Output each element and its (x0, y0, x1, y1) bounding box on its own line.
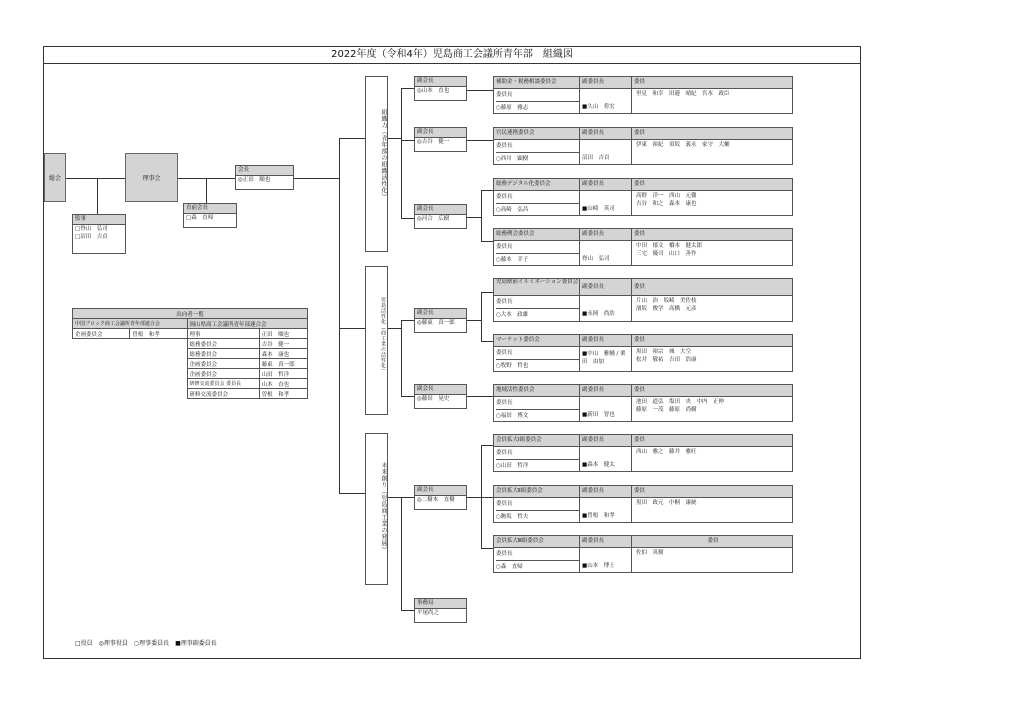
committee-name: マーケット委員会 (494, 335, 580, 347)
dispatch-role: 企画委員会 (187, 359, 259, 369)
vice-president-name: ◎吉谷 健一 (417, 139, 450, 145)
committee-vice-chair: ■山崎 英司 (580, 191, 632, 216)
committee-name: 地域活性委員会 (494, 385, 580, 397)
vice-president-box (414, 127, 467, 152)
page-title: 2022年度（令和4年）児島商工会議所青年部 組織図 (43, 46, 861, 64)
dispatch-role: 研修交流委員会 (187, 389, 259, 399)
vice-chair-header: 副委員長 (580, 435, 632, 447)
division-label: 未来創り（児島商工業の発展） (380, 462, 387, 553)
vice-chair-header: 副委員長 (580, 128, 632, 140)
past-president-box (183, 203, 237, 228)
connector (467, 396, 493, 397)
committee-chair: ○牧野 哲也 (496, 363, 529, 369)
vice-president-role: 副会長 (415, 128, 466, 138)
vice-president-box (414, 384, 467, 409)
committee-members: 三宅 優司 山口 善作 (636, 251, 697, 257)
chair-header: 委員長 (496, 347, 579, 360)
committee-box (493, 434, 793, 472)
dispatch-role: 研修交流委員会 委員長 (187, 379, 259, 389)
dispatch-table (72, 308, 308, 399)
committee-chair: ○駒坂 哲夫 (496, 514, 529, 520)
vice-president-name: ◎河合 広樹 (417, 216, 450, 222)
vice-president-name: ◎二樹木 直樹 (417, 497, 455, 503)
chair-header: 委員長 (496, 89, 579, 102)
committee-name: 総務例会委員会 (494, 229, 580, 241)
committee-box (493, 485, 793, 523)
vice-president-name: ◎藤田 晃史 (417, 396, 450, 402)
vice-president-box (414, 308, 467, 333)
committee-vice-chair: ■山本 博士 (580, 548, 632, 573)
dispatch-right-header: 岡山県商工会議所青年部連合会 (187, 319, 308, 329)
committee-chair: ○福田 博文 (496, 413, 529, 419)
vice-president-box (414, 76, 467, 101)
committee-name: 会員拡大Ⅲ組委員会 (494, 536, 580, 548)
connector (388, 328, 402, 329)
connector (401, 320, 414, 321)
members-header: 委員 (632, 179, 792, 191)
vice-president-role: 副会長 (415, 77, 466, 87)
secretariat-label: 事務局 (415, 599, 466, 609)
auditor-role: 監事 (73, 215, 125, 225)
vice-chair-header: 副委員長 (580, 486, 632, 498)
committee-chair: ○西川 顕樹 (496, 156, 529, 162)
connector (401, 396, 414, 397)
committee-vice-chair: ■新田 智也 (580, 397, 632, 422)
members-header: 委員 (632, 77, 792, 89)
dispatch-left-header: 中国ブロック商工会議所青年部連合会 (73, 319, 188, 329)
auditor-box (72, 214, 126, 254)
general-assembly-label: 総会 (48, 175, 61, 182)
past-president-role: 直前会長 (184, 204, 236, 214)
vice-chair-header: 副委員長 (580, 179, 632, 191)
chair-header: 委員長 (496, 498, 579, 511)
connector (339, 138, 340, 493)
connector (401, 320, 402, 396)
dispatch-title: 出向者一覧 (73, 309, 308, 319)
vice-chair-header: 副委員長 (580, 385, 632, 397)
connector (467, 497, 481, 498)
vice-president-name: ◎山本 直也 (417, 88, 450, 94)
division-label: 組織力（青年部の組織活性化） (380, 109, 387, 200)
chair-header: 委員長 (496, 140, 579, 153)
connector (481, 497, 493, 498)
vice-president-role: 副会長 (415, 309, 466, 319)
division-box (365, 76, 388, 252)
connector (401, 140, 414, 141)
committee-vice-chair: ■中山 雅輔 / 栗田 由加 (580, 347, 632, 372)
connector (481, 341, 493, 342)
chair-header: 委員長 (496, 241, 579, 254)
auditor-name: □沼田 吉貞 (75, 234, 108, 240)
chair-header: 委員長 (496, 397, 579, 410)
committee-box (493, 127, 793, 165)
connector (481, 292, 493, 293)
vice-chair-header: 副委員長 (580, 536, 632, 548)
president-box (235, 165, 294, 190)
auditor-name: □脊山 弘司 (75, 226, 108, 232)
committee-members: 黒田 裕宗 城 大空 (636, 349, 692, 355)
committee-vice-chair: 沼田 吉貞 (580, 140, 632, 165)
connector (481, 445, 493, 446)
dispatch-role: 総務委員会 (187, 349, 259, 359)
vice-president-role: 副会長 (415, 385, 466, 395)
committee-members: 黒田 政元 中桐 康統 (636, 500, 697, 506)
committee-name: 総務デジタル化委員会 (494, 179, 580, 191)
committee-box (493, 178, 793, 216)
members-header: 委員 (632, 279, 792, 296)
committee-members: 濱坂 俊学 高橋 元彦 (636, 306, 697, 312)
committee-vice-chair: ■曽根 和孝 (580, 498, 632, 523)
connector (339, 138, 365, 139)
committee-vice-chair: ■永岡 尚浩 (580, 296, 632, 321)
connector (339, 493, 365, 494)
chair-header: 委員長 (496, 296, 579, 309)
dispatch-name: 正田 順也 (259, 329, 307, 339)
vice-president-role: 副会長 (415, 486, 466, 496)
committee-box (493, 334, 793, 372)
division-box (365, 266, 388, 415)
members-header: 委員 (632, 128, 792, 140)
dispatch-name: 吉谷 健一 (259, 339, 307, 349)
committee-chair: ○山田 哲洋 (496, 463, 529, 469)
connector (467, 320, 481, 321)
committee-members: 伊東 裕紀 須坂 義永 家守 大輔 (636, 142, 730, 148)
board-label: 理事会 (142, 175, 161, 182)
committee-box (493, 228, 793, 266)
connector (401, 610, 414, 611)
secretariat-box (414, 598, 467, 623)
members-header: 委員 (632, 335, 792, 347)
committee-members: 吉谷 和之 森本 康也 (636, 201, 697, 207)
committee-chair: ○藤原 雅志 (496, 105, 529, 111)
members-header: 委員 (632, 229, 792, 241)
vice-chair-header: 副委員長 (580, 229, 632, 241)
vice-president-box (414, 204, 467, 229)
committee-box (493, 278, 793, 322)
connector (481, 548, 493, 549)
chair-header: 委員長 (496, 548, 579, 561)
committee-members: 松井 敬祐 吉田 浩康 (636, 357, 697, 363)
president-role: 会長 (236, 166, 293, 176)
connector (206, 178, 207, 203)
dispatch-name: 曽根 和孝 (259, 389, 307, 399)
members-header: 委員 (632, 536, 792, 548)
members-header: 委員 (632, 486, 792, 498)
general-assembly-box (44, 153, 66, 202)
dispatch-name: 藤東 真一郎 (259, 359, 307, 369)
committee-members: 里見 和幸 田邉 晴紀 宮本 政臣 (636, 91, 730, 97)
committee-name: 会員拡大Ⅱ組委員会 (494, 486, 580, 498)
legend: □役員 ◎理事役員 ○理事委員長 ■理事副委員長 (75, 640, 217, 647)
vice-chair-header: 副委員長 (580, 279, 632, 296)
committee-name: 官民連携委員会 (494, 128, 580, 140)
committee-box (493, 384, 793, 422)
chair-header: 委員長 (496, 447, 579, 460)
connector (388, 138, 402, 139)
vice-president-name: ◎藤東 真一郎 (417, 320, 455, 326)
committee-members: 佐伯 英樹 (636, 550, 664, 556)
connector (294, 178, 339, 179)
committee-name: 会員拡大Ⅰ組委員会 (494, 435, 580, 447)
dispatch-name: 山田 哲洋 (259, 369, 307, 379)
vice-chair-header: 副委員長 (580, 77, 632, 89)
connector (467, 140, 493, 141)
president-name: ◎正田 順也 (238, 177, 271, 183)
committee-members: 池田 道弘 塩田 央 中内 正伸 (636, 399, 725, 405)
committee-members: 片山 治 坂崎 美佐枝 (636, 298, 697, 304)
dispatch-role: 理事 (187, 329, 259, 339)
connector (401, 88, 414, 89)
board-box (125, 153, 178, 202)
dispatch-role: 総務委員会 (187, 339, 259, 349)
connector (401, 497, 402, 610)
vice-chair-header: 副委員長 (580, 335, 632, 347)
dispatch-name: 山本 直也 (259, 379, 307, 389)
committee-vice-chair: ■森本 健太 (580, 447, 632, 472)
division-label: 児島活性化（商工業の活性化） (380, 297, 386, 374)
dispatch-name: 曽根 和孝 (130, 329, 187, 339)
secretariat-name: 平尾尚之 (417, 610, 440, 616)
connector (401, 88, 402, 218)
committee-name: 児島駅前イルミネーション委員会 (494, 279, 580, 296)
connector (97, 178, 98, 214)
members-header: 委員 (632, 435, 792, 447)
committee-members: 高野 洋一 西山 元徹 (636, 193, 697, 199)
connector (481, 241, 493, 242)
committee-members: 中田 郁文 橋本 健太郎 (636, 243, 703, 249)
dispatch-name: 森本 康也 (259, 349, 307, 359)
committee-box (493, 76, 793, 114)
connector (481, 190, 482, 241)
committee-name: 補助金・税務相談委員会 (494, 77, 580, 89)
connector (401, 218, 414, 219)
connector (467, 90, 493, 91)
connector (481, 190, 493, 191)
dispatch-role: 企画委員会 (73, 329, 130, 339)
connector (339, 328, 365, 329)
dispatch-role: 企画委員会 (187, 369, 259, 379)
committee-vice-chair: ■久山 将宏 (580, 89, 632, 114)
committee-chair: ○森 直帰 (496, 564, 523, 570)
connector (481, 292, 482, 341)
connector (66, 178, 125, 179)
connector (467, 217, 481, 218)
committee-chair: ○高崎 弘昌 (496, 207, 529, 213)
members-header: 委員 (632, 385, 792, 397)
chair-header: 委員長 (496, 191, 579, 204)
vice-president-box (414, 485, 467, 510)
committee-vice-chair: 脊山 弘司 (580, 241, 632, 266)
past-president-name: □森 直帰 (186, 215, 214, 221)
committee-members: 藤原 一茂 藤原 尚樹 (636, 407, 697, 413)
committee-members: 西山 雅之 藤井 雅旺 (636, 449, 697, 455)
committee-chair: ○大本 政雄 (496, 312, 529, 318)
division-box (365, 433, 388, 585)
committee-chair: ○藤本 幸子 (496, 257, 529, 263)
committee-box (493, 535, 793, 573)
vice-president-role: 副会長 (415, 205, 466, 215)
